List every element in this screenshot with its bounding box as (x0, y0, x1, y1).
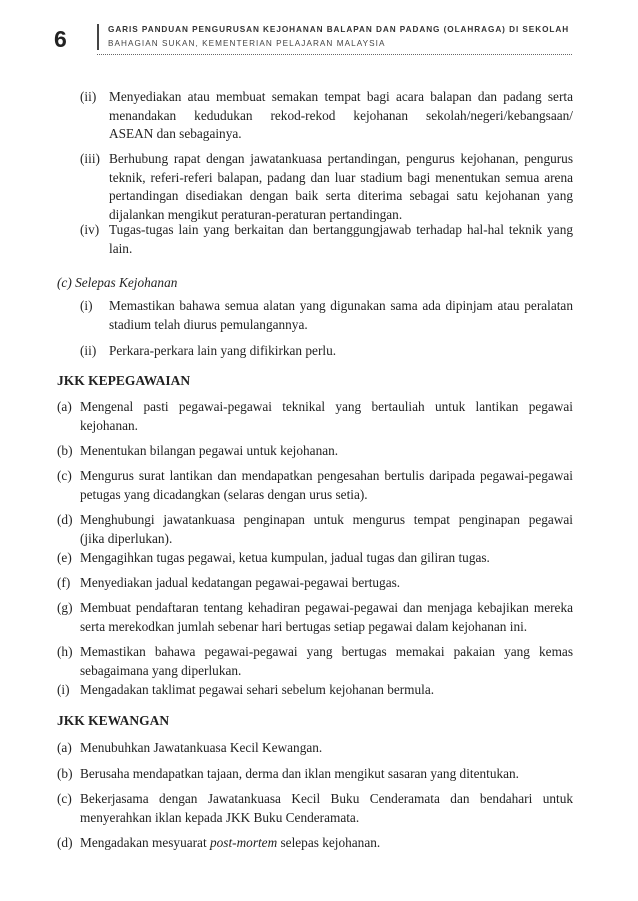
text-run: Mengadakan mesyuarat (80, 835, 210, 850)
text-line: Mengenal pasti pegawai-pegawai teknikal yang bertauliah untuk lantikan pegawai (80, 399, 573, 414)
list-marker: (ii) (80, 343, 97, 358)
text-line: Memastikan bahawa pegawai-pegawai yang bertugas memakai pakaian yang kemas (80, 644, 573, 659)
text-run: selepas kejohanan. (277, 835, 381, 850)
list-marker: (i) (57, 682, 70, 697)
text-line: stadium telah diurus pemulangannya. (109, 316, 308, 332)
text-line: kejohanan. (80, 417, 138, 433)
list-marker: (e) (57, 550, 72, 565)
text-line: Menentukan bilangan pegawai untuk kejohanan. (80, 443, 339, 458)
jkk-kewangan-heading: JKK KEWANGAN (57, 713, 170, 728)
text-line: Tugas-tugas lain yang berkaitan dan bertanggungjawab terhadap hal-hal teknik yang (109, 222, 573, 237)
list-marker: (i) (80, 298, 93, 313)
text-line: Perkara-perkara lain yang difikirkan perlu. (109, 343, 337, 358)
text-line: Memastikan bahawa semua alatan yang digunakan sama ada dipinjam atau peralatan (109, 298, 573, 313)
list-marker: (g) (57, 600, 73, 615)
text-line: Mengagihkan tugas pegawai, ketua kumpulan, jadual tugas dan giliran tugas. (80, 550, 490, 565)
text-line: Menubuhkan Jawatankuasa Kecil Kewangan. (80, 740, 323, 755)
list-marker: (c) (57, 791, 72, 806)
text-line: Berhubung rapat dengan jawatankuasa pertandingan, pengurus kejohanan, pengurus (109, 151, 573, 166)
list-marker: (d) (57, 835, 73, 850)
text-line: dijalankan mengikut peraturan-peraturan pertandingan. (109, 206, 403, 222)
text-line: sebagaimana yang diperlukan. (80, 662, 242, 678)
page-header (0, 0, 638, 60)
text-line: menyerahkan iklan kepada JKK Buku Cenderamata. (80, 809, 360, 825)
list-marker: (a) (57, 399, 72, 414)
text-line: petugas yang dicadangkan (selaras dengan urus setia). (80, 486, 368, 502)
text-line: Bekerjasama dengan Jawatankuasa Kecil Buku Cenderamata dan bendahari untuk (80, 791, 573, 806)
text-line: serta merekodkan jumlah sebenar hari bertugas setiap pegawai dalam kejohanan ini. (80, 618, 528, 634)
text-line: teknik, referi-referi balapan, padang dan luar stadium bagi menentukan semua arena (109, 169, 573, 185)
list-marker: (ii) (80, 89, 97, 104)
list-marker: (h) (57, 644, 73, 659)
list-marker: (d) (57, 512, 73, 527)
text-line: Membuat pendaftaran tentang kehadiran pegawai-pegawai dan menjaga kebajikan mereka (80, 600, 573, 615)
header-subtitle: BAHAGIAN SUKAN, KEMENTERIAN PELAJARAN MALAYSIA (108, 39, 386, 48)
text-line: Mengadakan taklimat pegawai sehari sebelum kejohanan bermula. (80, 682, 435, 697)
text-line: Menghubungi jawatankuasa penginapan untuk mengurus tempat penginapan pegawai (80, 512, 573, 527)
list-marker: (f) (57, 575, 71, 590)
text-line: (jika diperlukan). (80, 530, 173, 546)
text-line: Menyediakan atau membuat semakan tempat bagi acara balapan dan padang serta (109, 89, 573, 104)
text-line: Mengurus surat lantikan dan mendapatkan pengesahan bertulis daripada pegawai-pegawai (80, 468, 573, 483)
italic-term: post-mortem (209, 835, 278, 850)
page-number: 6 (54, 26, 67, 52)
header-title: GARIS PANDUAN PENGURUSAN KEJOHANAN BALAPAN DAN PADANG (OLAHRAGA) DI SEKOLAH (108, 25, 570, 34)
section-c-heading: (c) Selepas Kejohanan (57, 275, 178, 290)
list-marker: (iv) (80, 222, 100, 237)
text-line: lain. (109, 240, 133, 256)
text-line: Berusaha mendapatkan tajaan, derma dan iklan mengikut sasaran yang ditentukan. (80, 766, 520, 781)
list-marker: (b) (57, 766, 73, 781)
list-marker: (b) (57, 443, 73, 458)
header-dotted-rule (97, 54, 572, 55)
text-line: pertandingan disediakan dengan baik serta diterima sebagai satu kejohanan yang (109, 188, 573, 203)
text-line: menandakan kedudukan rekod-rekod kejohanan sekolah/negeri/kebangsaan/ (109, 107, 573, 123)
header-divider (97, 24, 99, 50)
text-line: Menyediakan jadual kedatangan pegawai-pegawai bertugas. (80, 575, 401, 590)
text-line: ASEAN dan sebagainya. (109, 126, 242, 141)
text-line (80, 834, 573, 853)
list-marker: (c) (57, 468, 72, 483)
list-marker: (iii) (80, 151, 100, 166)
list-marker: (a) (57, 740, 72, 755)
jkk-kepegawaian-heading: JKK KEPEGAWAIAN (57, 373, 191, 388)
